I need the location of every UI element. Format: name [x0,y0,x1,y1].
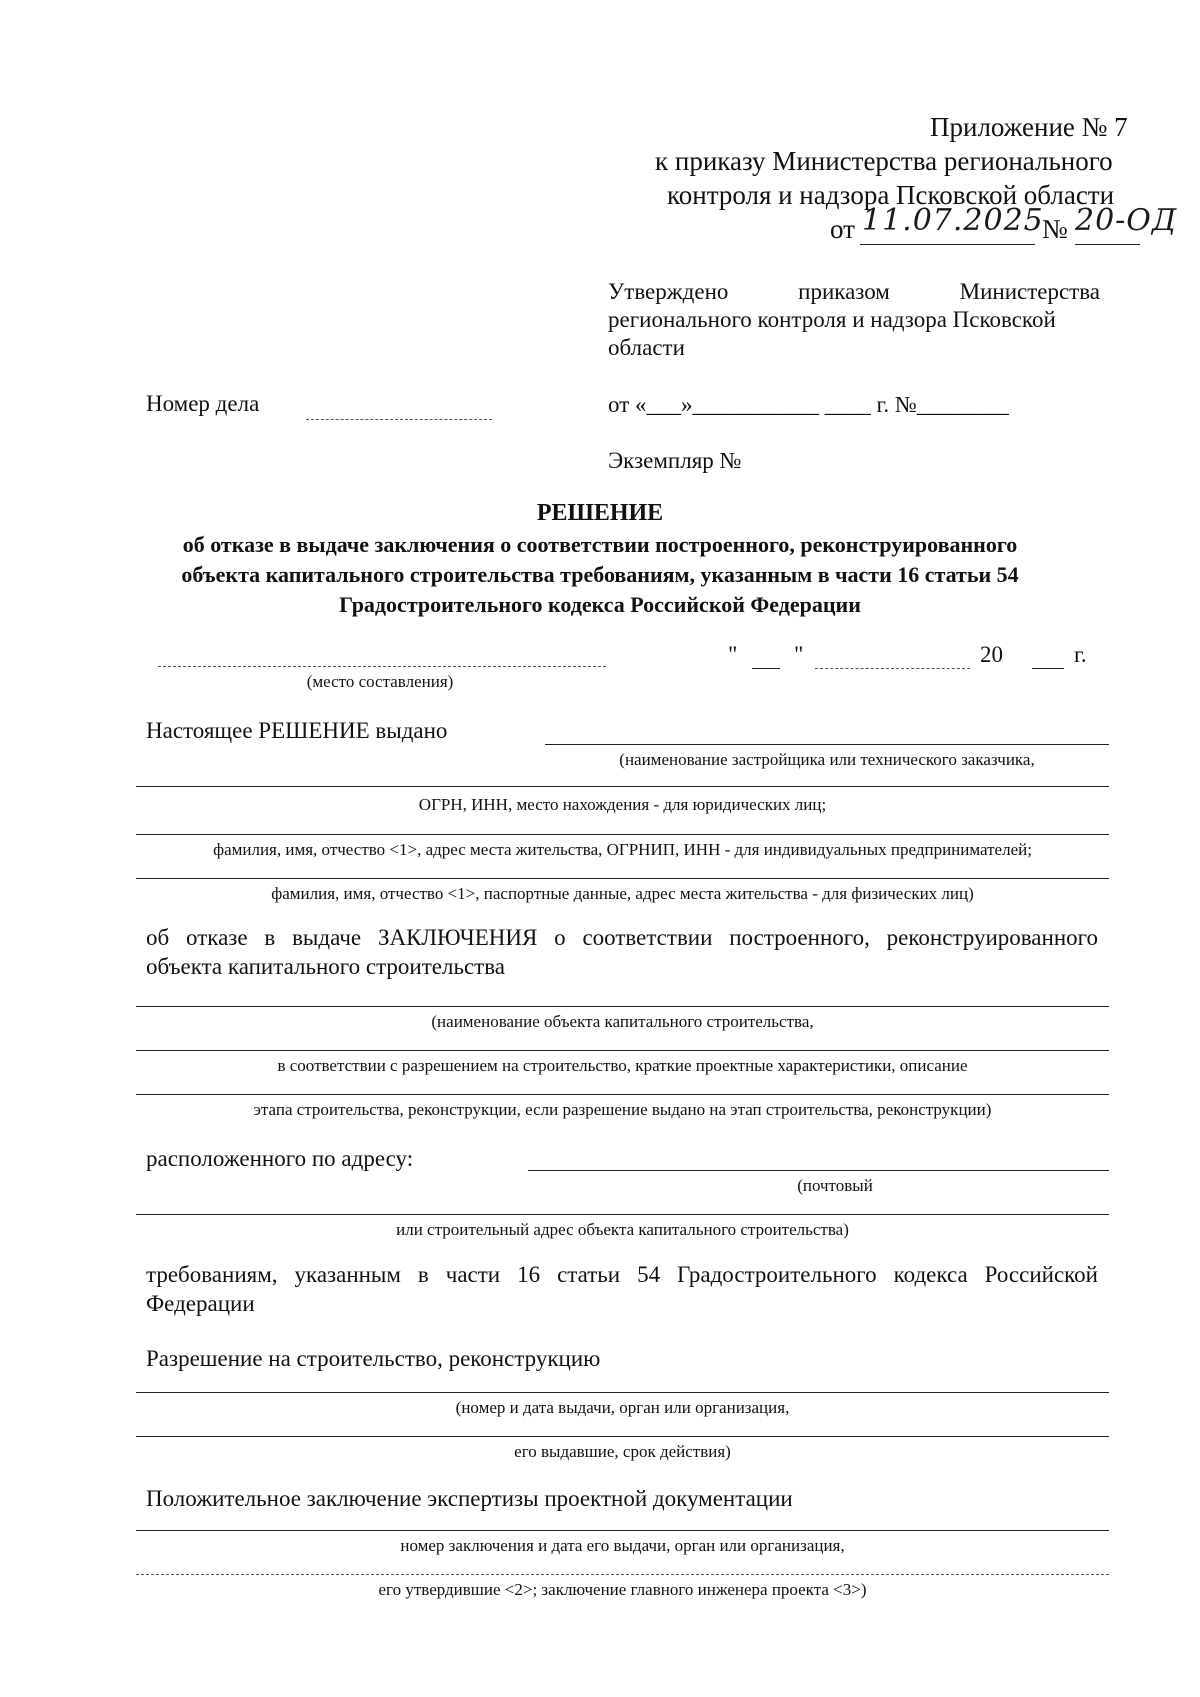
permit-caption1: (номер и дата выдачи, орган или организация, [455,1398,790,1417]
permit-field-line2[interactable] [136,1436,1109,1437]
date-year-prefix: 20 [980,642,1003,667]
issued-caption3: фамилия, имя, отчество <1>, адрес места жительства, ОГРНИП, ИНН - для индивидуальных предпринимателей; [213,840,1032,859]
issued-field-line4[interactable] [136,878,1109,879]
approved-line1 [608,279,1100,305]
object-field-line1[interactable] [136,1006,1109,1007]
issued-field-line3[interactable] [136,834,1109,835]
expertise-field-line1[interactable] [136,1530,1109,1531]
document-subtitle-line2: объекта капитального строительства требованиям, указанным в части 16 статьи 54 [181,562,1019,587]
refusal-caption1: (наименование объекта капитального строительства, [431,1012,814,1031]
permit-label: Разрешение на строительство, реконструкцию [146,1346,601,1371]
appendix-ministry-line: контроля и надзора Псковской области [667,180,1115,210]
date-day-field[interactable] [752,668,780,669]
order-date-underline [860,244,1035,245]
address-label: расположенного по адресу: [146,1146,414,1171]
permit-caption2: его выдавшие, срок действия) [514,1442,731,1461]
requirements-line2: Федерации [146,1291,255,1316]
expertise-caption1: номер заключения и дата его выдачи, орган или организация, [400,1536,845,1555]
order-date-label: от [830,214,855,244]
copy-number-label: Экземпляр № [608,448,742,473]
refusal-line2: объекта капитального строительства [146,954,505,979]
issued-field-line1[interactable] [545,744,1109,745]
refusal-caption3: этапа строительства, реконструкции, если разрешение выдано на этап строительства, реконструкции) [253,1100,992,1119]
ministry-word: Министерства [959,279,1100,304]
refusal-line1: об отказе в выдаче ЗАКЛЮЧЕНИЯ о соответствии построенного, реконструированного [146,925,1098,950]
expertise-caption2: его утвердившие <2>; заключение главного инженера проекта <3>) [378,1580,867,1599]
document-subtitle-line1: об отказе в выдаче заключения о соответствии построенного, реконструированного [182,532,1018,557]
order-number-label: № [1042,214,1068,244]
date-year-field[interactable] [1032,668,1064,669]
address-field-line2[interactable] [136,1214,1109,1215]
address-caption2: или строительный адрес объекта капитального строительства) [396,1220,849,1239]
permit-field-line1[interactable] [136,1392,1109,1393]
approved-date-line: от «___»___________ ____ г. №________ [608,392,1009,417]
place-field[interactable] [158,666,606,667]
date-year-suffix: г. [1074,642,1087,667]
object-field-line3[interactable] [136,1094,1109,1095]
case-number-label: Номер дела [146,391,260,416]
address-field-line1[interactable] [528,1170,1109,1171]
object-field-line2[interactable] [136,1050,1109,1051]
case-number-field[interactable] [306,419,492,420]
place-caption: (место составления) [306,672,454,691]
approved-line2: регионального контроля и надзора Псковской [608,307,1056,332]
issued-caption4: фамилия, имя, отчество <1>, паспортные данные, адрес места жительства - для физических лиц) [271,884,974,903]
appendix-title: Приложение № 7 [930,112,1128,142]
issued-caption1: (наименование застройщика или технического заказчика, [619,750,1035,769]
order-word: приказом [798,279,890,304]
appendix-order-line: к приказу Министерства регионального [655,146,1113,176]
document-title: РЕШЕНИЕ [536,500,664,526]
approved-line3: области [608,335,685,360]
date-quote-close: " [794,642,804,667]
document-subtitle-line3: Градостроительного кодекса Российской Федерации [339,592,861,617]
requirements-line1: требованиям, указанным в части 16 статьи 54 Градостроительного кодекса Российской [146,1262,1098,1287]
order-number-handwritten: 20-ОД [1075,203,1178,238]
refusal-caption2: в соответствии с разрешением на строительство, краткие проектные характеристики, описание [277,1056,968,1075]
approved-word: Утверждено [608,279,729,304]
expertise-label: Положительное заключение экспертизы проектной документации [146,1486,793,1511]
expertise-field-line2[interactable] [136,1574,1109,1575]
address-caption1: (почтовый [797,1176,873,1195]
issued-label: Настоящее РЕШЕНИЕ выдано [146,718,448,743]
order-number-underline [1075,244,1140,245]
issued-caption2: ОГРН, ИНН, место нахождения - для юридических лиц; [418,795,827,814]
issued-field-line2[interactable] [136,786,1109,787]
date-quote-open: " [728,642,738,667]
date-month-field[interactable] [815,668,970,669]
order-date-handwritten: 11.07.2025 [862,203,1044,238]
